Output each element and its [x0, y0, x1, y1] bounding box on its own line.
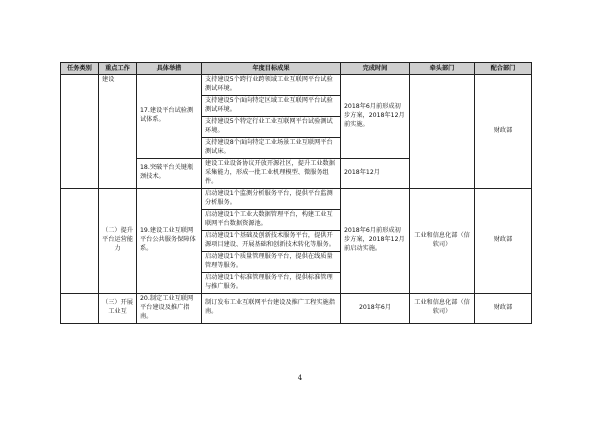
- header-key-work: 重点工作: [99, 63, 137, 75]
- target-cell: 建设工业设备协议开放开源社区，提升工业数据采集能力，形成一批工业机理模型、微服务组件。: [202, 158, 341, 188]
- target-cell: 启动建设1个标准管理服务平台，提供标准管理与推广服务。: [202, 272, 341, 293]
- key-work-cell: （三）开展工业互: [99, 293, 137, 323]
- target-cell: 支持建设5个跨行业跨领域工业互联网平台试验测试环境。: [202, 75, 341, 96]
- lead-dept-cell: 工业和信息化部（信软司）: [410, 188, 475, 293]
- header-assist-dept: 配合部门: [475, 63, 532, 75]
- assist-dept-cell: 财政部: [475, 188, 532, 293]
- target-cell: 制订发布工业互联网平台建设及推广工程实施指南。: [202, 293, 341, 323]
- table-row: [61, 188, 532, 209]
- target-cell: 启动建设1个基础及创新技术服务平台，提供开源项目建设、开展基础和创新技术转化等服务。: [202, 230, 341, 251]
- header-lead-dept: 牵头部门: [410, 63, 475, 75]
- assist-dept-cell: 财政部: [475, 75, 532, 189]
- measure-cell: 17.建设平台试验测试体系。: [137, 75, 202, 159]
- header-annual-targets: 年度目标成果: [202, 63, 341, 75]
- table-row: [61, 75, 532, 96]
- time-cell: 2018年6月前形成初步方案，2018年12月前启动实施。: [341, 188, 410, 293]
- header-task-category: 任务类别: [61, 63, 99, 75]
- task-category-cell: [61, 188, 99, 293]
- lead-dept-cell: [410, 75, 475, 189]
- key-work-cell: 建设: [99, 75, 137, 189]
- task-table: [60, 62, 532, 324]
- table-row: [61, 293, 532, 323]
- target-cell: 启动建设1个质量管理服务平台，提供在线质量管理等服务。: [202, 251, 341, 272]
- measure-cell: 18.突破平台关键瓶颈技术。: [137, 158, 202, 188]
- target-cell: 支持建设5个面向特定区域工业互联网平台试验测试环境。: [202, 95, 341, 116]
- measure-cell: 20.制定工业互联网平台建设及推广指南。: [137, 293, 202, 323]
- measure-cell: 19.建设工业互联网平台公共服务保障体系。: [137, 188, 202, 293]
- target-cell: 支持建设5个特定行业工业互联网平台试验测试环境。: [202, 116, 341, 137]
- target-cell: 启动建设1个监测分析服务平台，提供平台监测分析服务。: [202, 188, 341, 209]
- page-number: 4: [297, 374, 303, 382]
- time-cell: 2018年6月前形成初步方案，2018年12月前实施。: [341, 75, 410, 159]
- task-category-cell: [61, 75, 99, 189]
- assist-dept-cell: 财政部: [475, 293, 532, 323]
- target-cell: 支持建设8个面向特定工业场景工业互联网平台测试床。: [202, 137, 341, 158]
- table-header-row: [61, 63, 532, 75]
- time-cell: 2018年6月: [341, 293, 410, 323]
- time-cell: 2018年12月: [341, 158, 410, 188]
- key-work-cell: （二）提升平台运营能力: [99, 188, 137, 293]
- lead-dept-cell: 工业和信息化部（信软司）: [410, 293, 475, 323]
- header-measures: 具体举措: [137, 63, 202, 75]
- task-category-cell: [61, 293, 99, 323]
- header-completion-time: 完成时间: [341, 63, 410, 75]
- target-cell: 启动建设1个工业大数据管理平台，构建工业互联网平台数据资源池。: [202, 209, 341, 230]
